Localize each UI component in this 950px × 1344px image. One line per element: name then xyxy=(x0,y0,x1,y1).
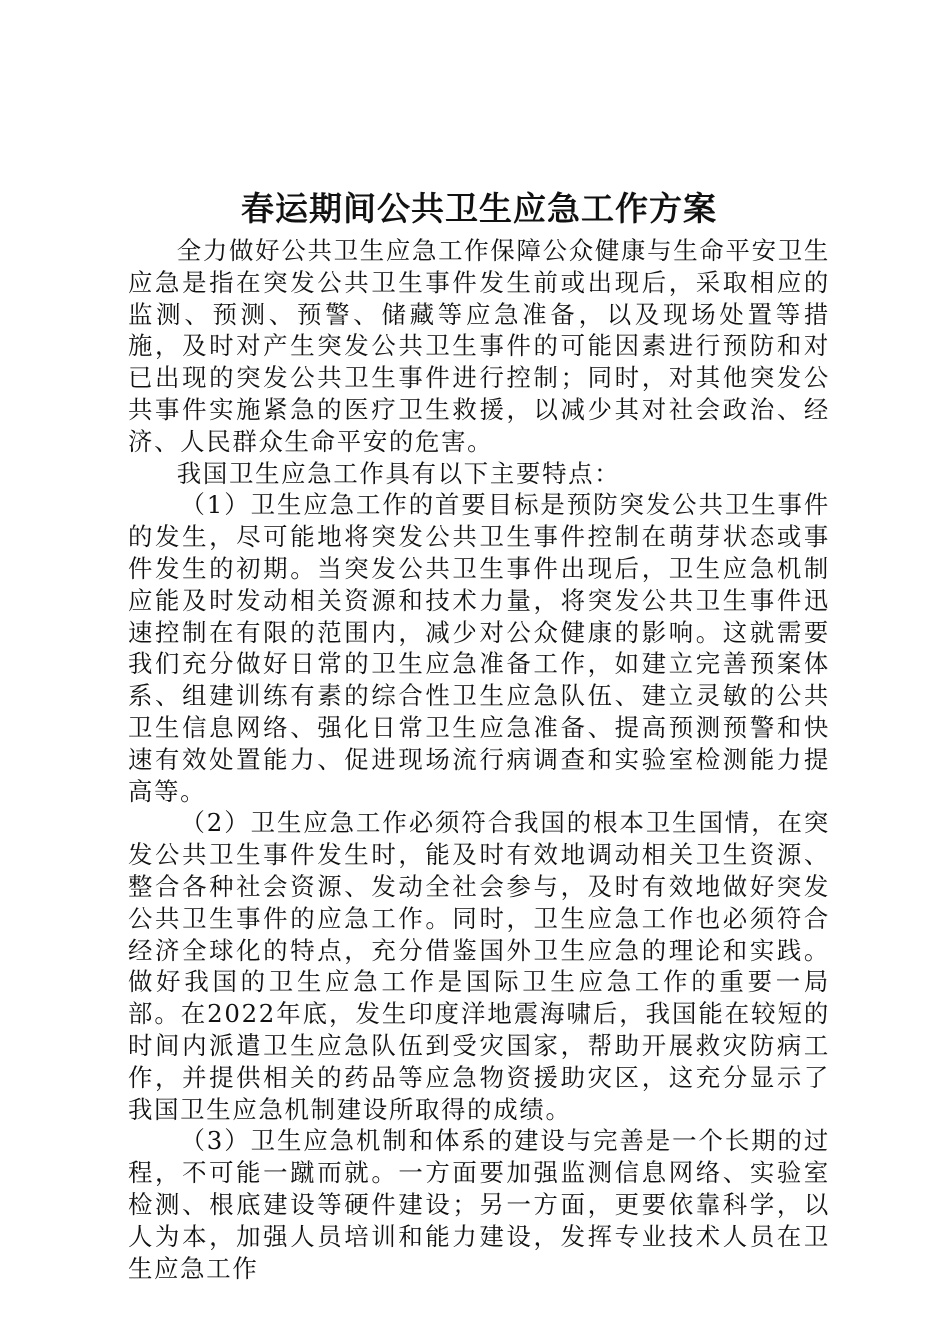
paragraph-intro: 全力做好公共卫生应急工作保障公众健康与生命平安卫生应急是指在突发公共卫生事件发生前或出现后，采取相应的监测、预测、预警、储藏等应急准备，以及现场处置等措施，及时对产生突发公共卫生事件的可能因素进行预防和对已出现的突发公共卫生事件进行控制；同时，对其他突发公共事件实施紧急的医疗卫生救援，以减少其对社会政治、经济、人民群众生命平安的危害。 xyxy=(128,236,830,456)
document-page xyxy=(128,185,830,1284)
paragraph-features-heading: 我国卫生应急工作具有以下主要特点： xyxy=(176,458,621,488)
paragraph-point-1: （1）卫生应急工作的首要目标是预防突发公共卫生事件的发生，尽可能地将突发公共卫生事件控制在萌芽状态或事件发生的初期。当突发公共卫生事件出现后，卫生应急机制应能及时发动相关资源和技术力量，将突发公共卫生事件迅速控制在有限的范围内，减少对公众健康的影响。这就需要我们充分做好日常的卫生应急准备工作，如建立完善预案体系、组建训练有素的综合性卫生应急队伍、建立灵敏的公共卫生信息网络、强化日常卫生应急准备、提高预测预警和快速有效处置能力、促进现场流行病调查和实验室检测能力提高等。 xyxy=(128,490,830,806)
paragraph-point-3: （3）卫生应急机制和体系的建设与完善是一个长期的过程，不可能一蹴而就。一方面要加强监测信息网络、实验室检测、根底建设等硬件建设；另一方面，更要依靠科学，以人为本，加强人员培训和能力建设，发挥专业技术人员在卫生应急工作 xyxy=(128,1126,830,1283)
paragraph-point-2: （2）卫生应急工作必须符合我国的根本卫生国情，在突发公共卫生事件发生时，能及时有效地调动相关卫生资源、整合各种社会资源、发动全社会参与，及时有效地做好突发公共卫生事件的应急工作。同时，卫生应急工作也必须符合经济全球化的特点，充分借鉴国外卫生应急的理论和实践。做好我国的卫生应急工作是国际卫生应急工作的重要一局部。在2022年底，发生印度洋地震海啸后，我国能在较短的时间内派遣卫生应急队伍到受灾国家，帮助开展救灾防病工作，并提供相关的药品等应急物资援助灾区，这充分显示了我国卫生应急机制建设所取得的成绩。 xyxy=(128,808,830,1124)
document-title: 春运期间公共卫生应急工作方案 xyxy=(241,189,717,228)
